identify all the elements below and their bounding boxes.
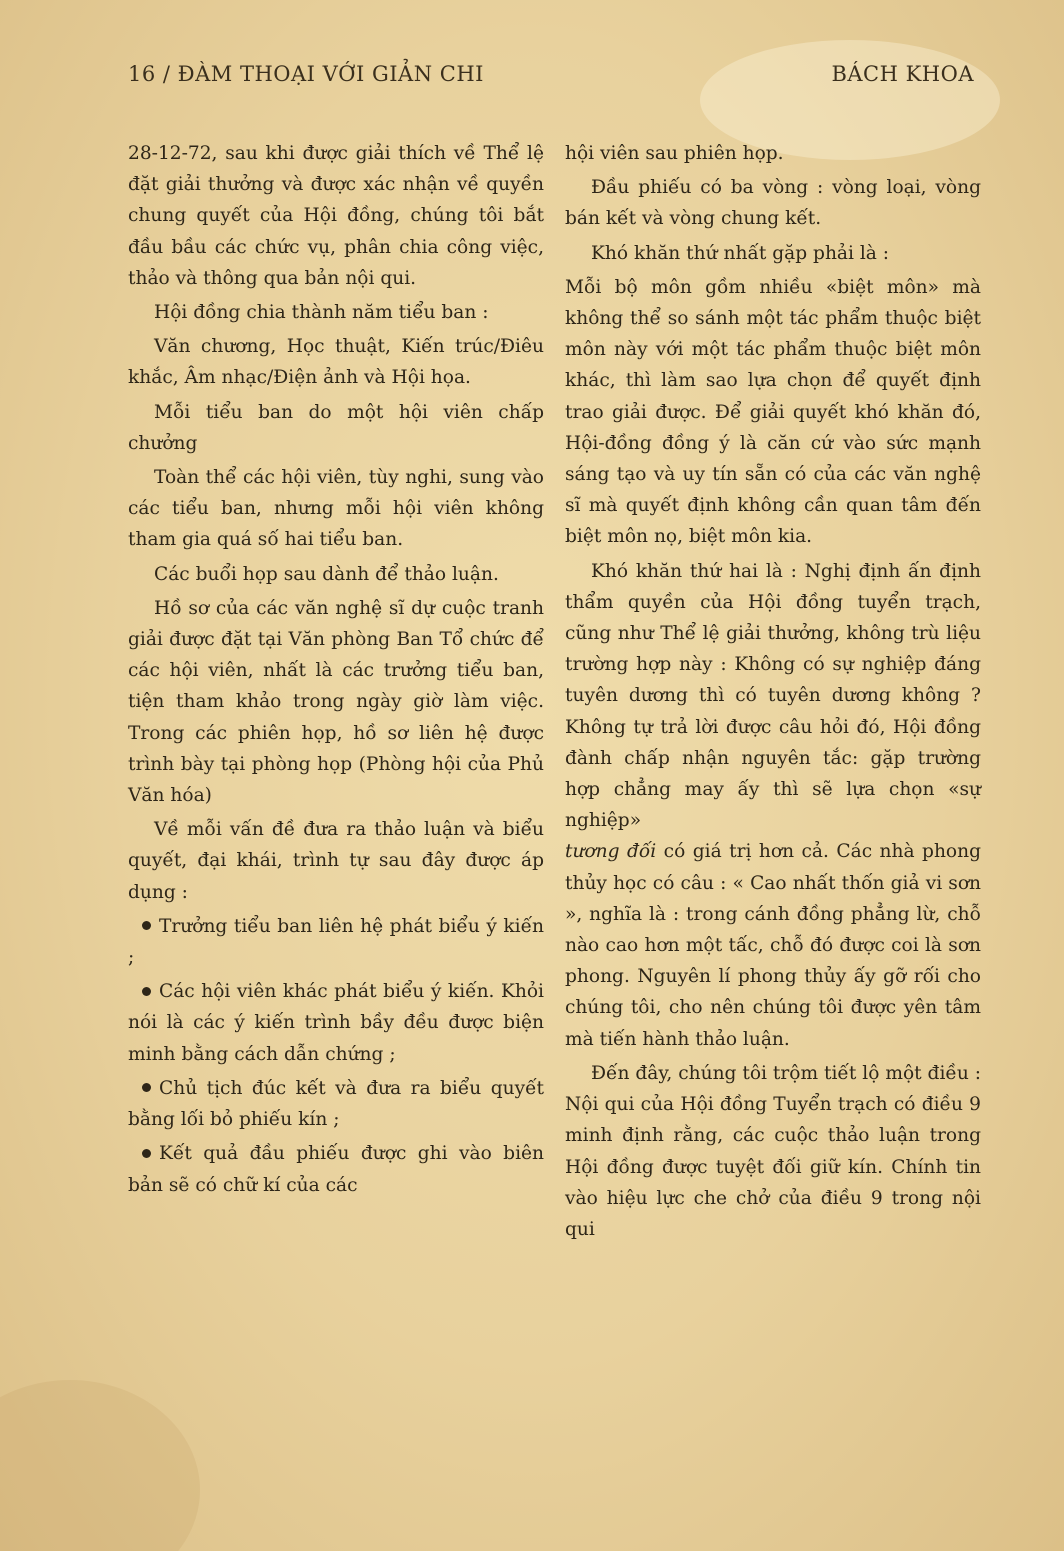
running-header xyxy=(128,62,974,98)
paragraph: 28-12-72, sau khi được giải thích về Thể lệ đặt giải thưởng và được xác nhận về quyền chung quyết của Hội đồng, chúng tôi bắt đầu bầu các chức vụ, phân chia công việc, thảo và thông qua bản nội qui. xyxy=(128,143,544,289)
paragraph: Toàn thể các hội viên, tùy nghi, sung vào các tiểu ban, nhưng mỗi hội viên không tham gia quá số hai tiểu ban. xyxy=(128,467,544,551)
bullet-text: Kết quả đầu phiếu được ghi vào biên bản sẽ có chữ kí của các xyxy=(128,1143,544,1196)
paragraph: hội viên sau phiên họp. xyxy=(565,143,784,164)
paragraph: Về mỗi vấn đề đưa ra thảo luận và biểu quyết, đại khái, trình tự sau đây được áp dụng : xyxy=(128,819,544,903)
paragraph-text: có giá trị hơn cả. Các nhà phong thủy học có câu : « Cao nhất thốn giả vi sơn », nghĩa là : trong cánh đồng phẳng lừ, chỗ nào cao hơn một tấc, chỗ đó được coi là sơn phong. Nguyên lí phong thủy ấy gỡ rối cho chúng tôi, cho nên chúng tôi được yên tâm mà tiến hành thảo luận. xyxy=(565,841,982,1050)
paragraph xyxy=(565,836,981,1054)
paragraph: Văn chương, Học thuật, Kiến trúc/Điêu khắc, Âm nhạc/Điện ảnh và Hội họa. xyxy=(128,336,544,389)
paragraph: Khó khăn thứ hai là : Nghị định ấn định thẩm quyền của Hội đồng tuyển trạch, cũng như Thể lệ giải thưởng, không trù liệu trường hợp này : Không có sự nghiệp đáng tuyên dương thì có tuyên dương không ? Không tự trả lời được câu hỏi đó, Hội đồng đành chấp nhận nguyên tắc: gặp trường hợp chẳng may ấy thì sẽ lựa chọn «sự nghiệp» xyxy=(565,560,981,832)
bullet-icon xyxy=(142,921,151,930)
paper-stain xyxy=(0,1380,200,1551)
paragraph: Mỗi tiểu ban do một hội viên chấp chưởng xyxy=(128,401,544,454)
left-text-column xyxy=(128,138,544,1204)
right-text-column xyxy=(565,138,981,1248)
bullet-icon xyxy=(142,1149,151,1158)
paragraph: Các buổi họp sau dành để thảo luận. xyxy=(154,563,499,585)
paragraph: Đến đây, chúng tôi trộm tiết lộ một điều : Nội qui của Hội đồng Tuyển trạch có điều 9 minh định rằng, các cuộc thảo luận trong Hội đồng được tuyệt đối giữ kín. Chính tin vào hiệu lực che chở của điều 9 trong nội qui xyxy=(565,1062,981,1240)
paragraph: Đầu phiếu có ba vòng : vòng loại, vòng bán kết và vòng chung kết. xyxy=(565,177,981,230)
bullet-text: Trưởng tiểu ban liên hệ phát biểu ý kiến ; xyxy=(128,915,544,969)
bullet-icon xyxy=(142,1083,151,1092)
bullet-icon xyxy=(142,987,151,996)
paragraph: Hội đồng chia thành năm tiểu ban : xyxy=(154,302,489,324)
paragraph: Khó khăn thứ nhất gặp phải là : xyxy=(591,242,890,264)
header-magazine-name: BÁCH KHOA xyxy=(831,62,974,86)
bullet-item xyxy=(128,911,544,973)
bullet-item xyxy=(128,1138,544,1200)
bullet-item xyxy=(128,1073,544,1135)
emphasis-text: tương đối xyxy=(565,841,657,863)
header-page-title: 16 / ĐÀM THOẠI VỚI GIẢN CHI xyxy=(128,62,484,86)
paragraph: Mỗi bộ môn gồm nhiều «biệt môn» mà không thể so sánh một tác phẩm thuộc biệt môn này với một tác phẩm thuộc biệt môn khác, thì làm sao lựa chọn để quyết định trao giải được. Để giải quyết khó khăn đó, Hội-đồng đồng ý là căn cứ vào sức mạnh sáng tạo và uy tín sẵn có của các văn nghệ sĩ mà quyết định không cần quan tâm đến biệt môn nọ, biệt môn kia. xyxy=(565,276,981,548)
bullet-text: Các hội viên khác phát biểu ý kiến. Khỏi nói là các ý kiến trình bầy đều được biện minh bằng cách dẫn chứng ; xyxy=(128,981,544,1065)
paragraph: Hồ sơ của các văn nghệ sĩ dự cuộc tranh giải được đặt tại Văn phòng Ban Tổ chức để các hội viên, nhất là các trưởng tiểu ban, tiện tham khảo trong ngày giờ làm việc. Trong các phiên họp, hồ sơ liên hệ được trình bày tại phòng họp (Phòng hội của Phủ Văn hóa) xyxy=(128,597,544,807)
bullet-text: Chủ tịch đúc kết và đưa ra biểu quyết bằng lối bỏ phiếu kín ; xyxy=(128,1077,544,1131)
bullet-item xyxy=(128,976,544,1070)
